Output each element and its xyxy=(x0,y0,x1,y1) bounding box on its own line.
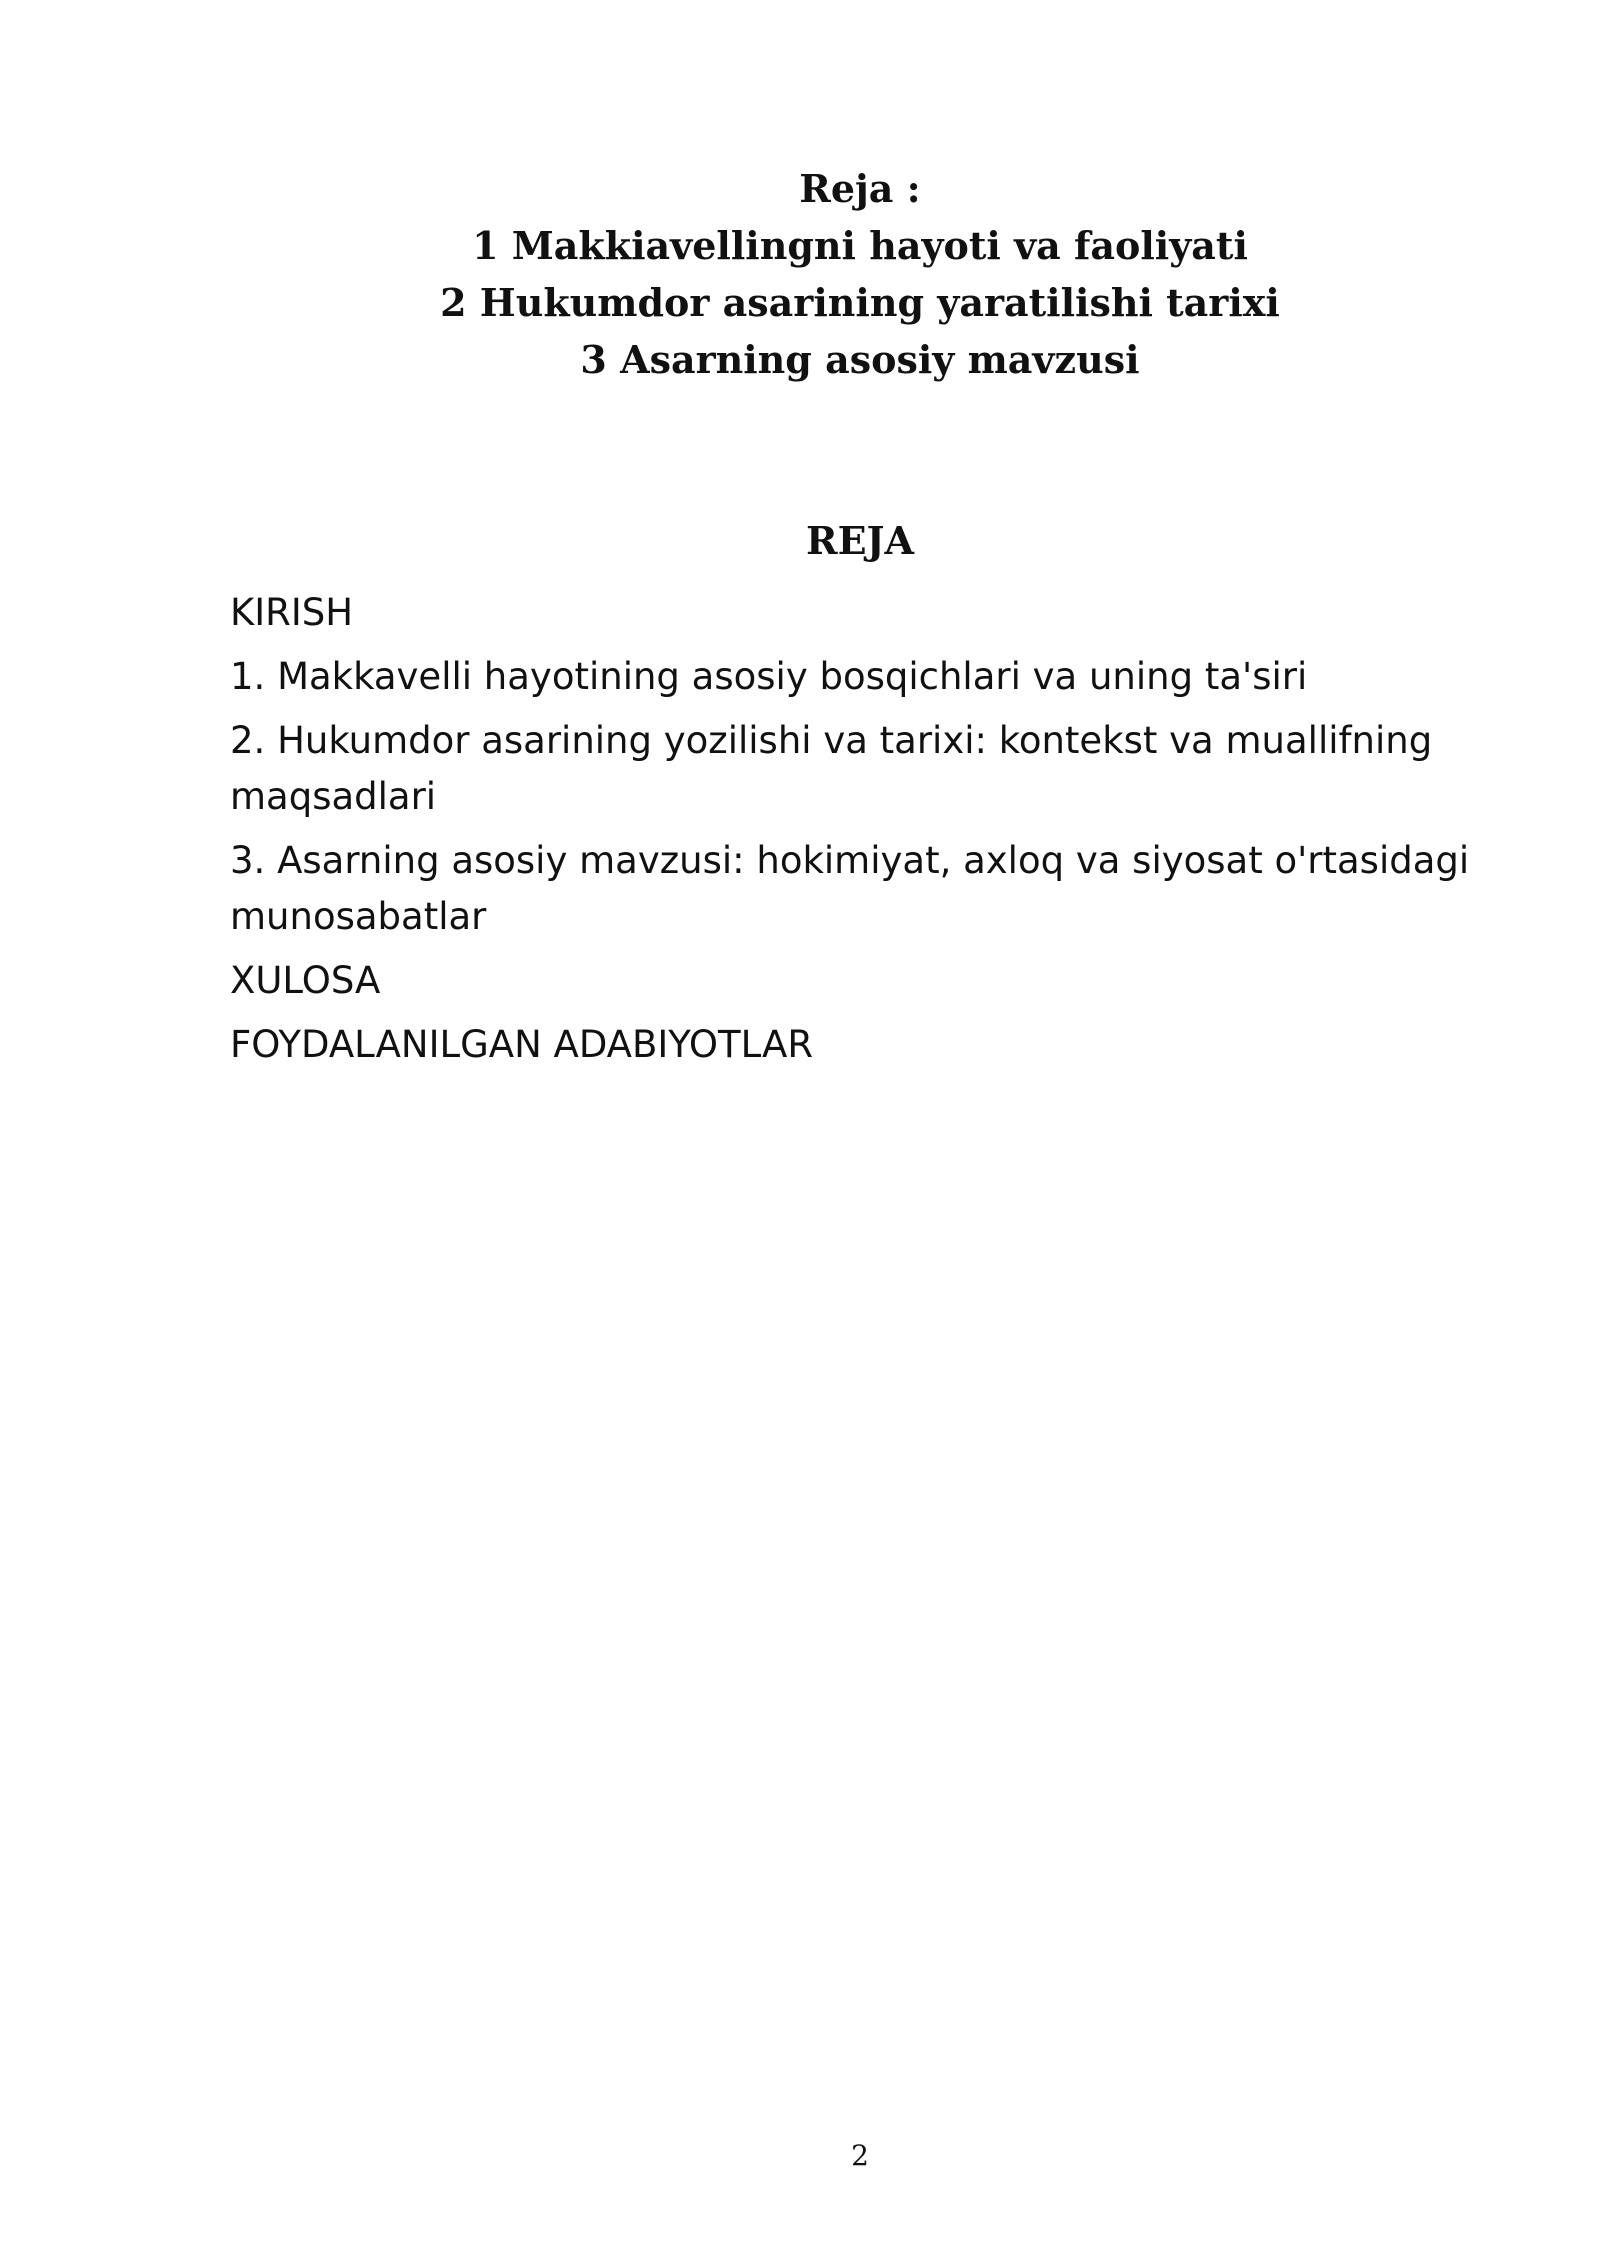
page-number: 2 xyxy=(851,2139,869,2172)
toc-item-1: 1. Makkavelli hayotining asosiy bosqichlari va uning ta'siri xyxy=(230,655,1308,698)
toc-item-xulosa: XULOSA xyxy=(230,959,381,1002)
plan-item-2: 2 Hukumdor asarining yaratilishi tarixi xyxy=(440,280,1280,325)
plan-title: Reja : xyxy=(799,166,921,211)
toc-item-2: 2. Hukumdor asarining yozilishi va tarixi: kontekst va muallifning maqsadlari xyxy=(230,719,1433,818)
plan-item-3: 3 Asarning asosiy mavzusi xyxy=(580,337,1140,382)
plan-item-1: 1 Makkiavellingni hayoti va faoliyati xyxy=(472,223,1248,268)
toc-item-3: 3. Asarning asosiy mavzusi: hokimiyat, axloq va siyosat o'rtasidagi munosabatlar xyxy=(230,839,1470,938)
plan-block xyxy=(0,160,1600,388)
toc-item-adabiyotlar: FOYDALANILGAN ADABIYOTLAR xyxy=(230,1023,814,1066)
table-of-contents xyxy=(230,585,1500,1081)
toc-item-kirish: KIRISH xyxy=(230,591,354,634)
toc-heading: REJA xyxy=(805,518,914,563)
